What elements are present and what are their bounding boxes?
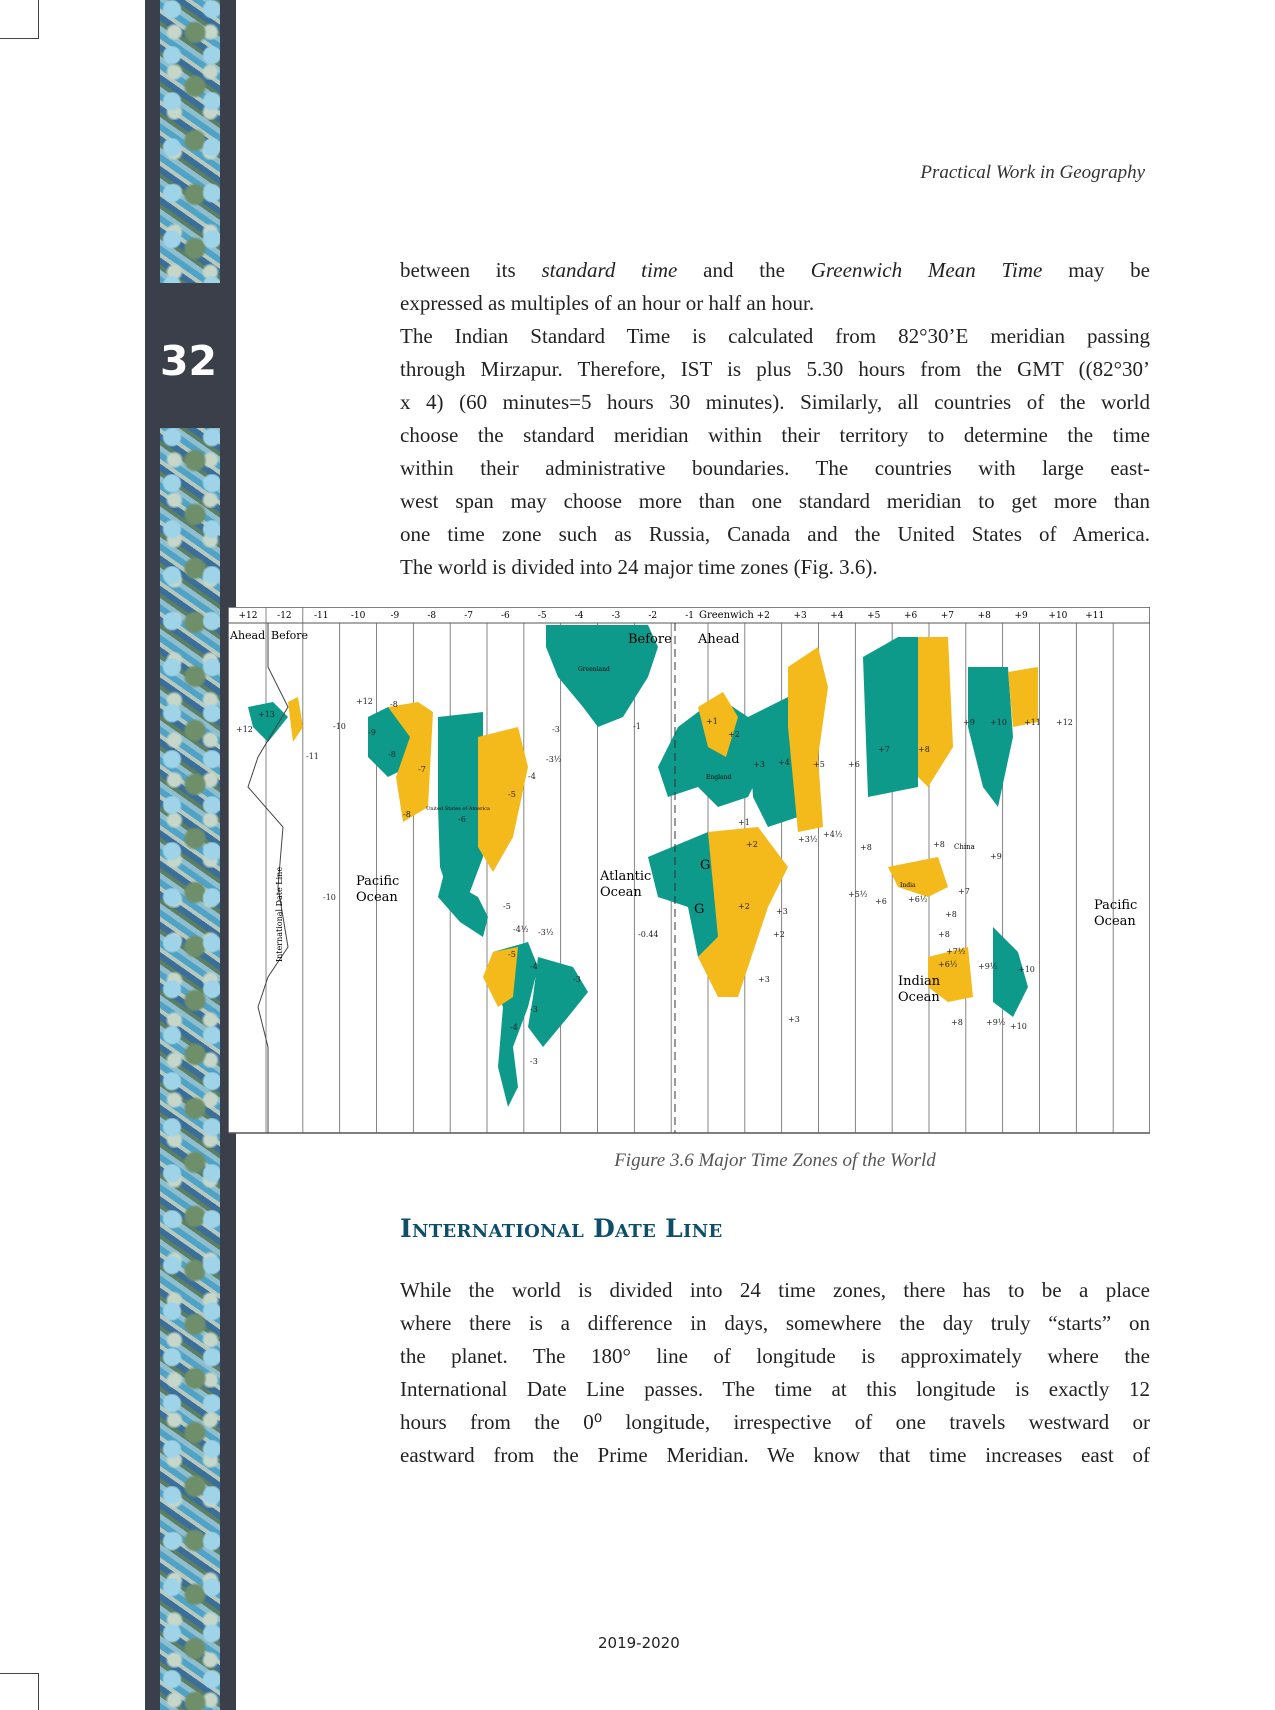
intro-line: expressed as multiples of an hour or half an hour. xyxy=(400,291,815,315)
label-ocean-indian: Ocean xyxy=(898,990,940,1005)
label-date-line: International Date Line xyxy=(275,866,284,962)
zone-header-label: -7 xyxy=(464,611,473,621)
section-line: the planet. The 180° line of longitude is approximately where the xyxy=(400,1344,1150,1368)
zone-header-label: -4 xyxy=(574,611,584,621)
intro-line-0 xyxy=(400,254,1150,287)
zone-offset-label: -10 xyxy=(323,893,336,902)
zone-offset-label: +8 xyxy=(945,910,957,919)
zone-offset-label: -4 xyxy=(528,772,536,781)
zone-offset-label: +2 xyxy=(728,730,740,739)
zone-offset-label: +1 xyxy=(738,818,750,827)
label-g1: G xyxy=(700,858,711,873)
zone-offset-label: -8 xyxy=(403,810,411,819)
zone-header-label: -10 xyxy=(350,611,366,621)
zone-offset-label: +7 xyxy=(878,745,890,754)
zone-offset-label: +6½ xyxy=(938,960,958,969)
intro-line: one time zone such as Russia, Canada and the United States of America. xyxy=(400,522,1150,546)
time-zone-map xyxy=(228,607,1150,1134)
crop-mark-bottom xyxy=(0,1673,39,1710)
zone-offset-label: +2 xyxy=(746,840,758,849)
intro-line: through Mirzapur. Therefore, IST is plus 5.30 hours from the GMT ((82°30’ xyxy=(400,357,1150,381)
zone-offset-label: -7 xyxy=(418,765,426,774)
zone-header-label: -3 xyxy=(611,611,621,621)
section-line: While the world is divided into 24 time zones, there has to be a place xyxy=(400,1278,1150,1302)
zone-offset-label: -9 xyxy=(368,728,376,737)
zone-offset-label: +9½ xyxy=(978,962,998,971)
label-usa: United States of America xyxy=(426,806,490,812)
section-line: eastward from the Prime Meridian. We know that time increases east of xyxy=(400,1443,1150,1467)
zone-header-label: +9 xyxy=(1014,611,1028,621)
section-line: where there is a difference in days, somewhere the day truly “starts” on xyxy=(400,1311,1150,1335)
zone-offset-label: +8 xyxy=(860,843,872,852)
zone-header-label: -11 xyxy=(314,611,329,621)
zone-offset-label: +3 xyxy=(776,907,788,916)
zone-header-label: Greenwich xyxy=(698,610,754,621)
zone-offset-label: +7½ xyxy=(946,947,966,956)
zone-offset-label: -3 xyxy=(573,975,581,984)
zone-header-label: -6 xyxy=(501,611,510,621)
section-paragraph xyxy=(400,1274,1150,1472)
page-number: 32 xyxy=(160,337,218,385)
label-india: India xyxy=(900,882,916,889)
zone-offset-label: +12 xyxy=(356,697,373,706)
zone-offset-label: -3 xyxy=(530,1005,538,1014)
section-heading: International Date Line xyxy=(400,1214,723,1243)
zone-header-label: +4 xyxy=(830,611,844,621)
figure-caption: Figure 3.6 Major Time Zones of the World xyxy=(614,1150,936,1171)
zone-header-label: +8 xyxy=(977,611,991,621)
zone-header-label: -9 xyxy=(390,611,400,621)
label-england: England xyxy=(706,774,732,781)
label-indian: Indian xyxy=(898,974,941,989)
zone-header-label: +2 xyxy=(756,611,770,621)
zone-offset-label: +12 xyxy=(1056,718,1073,727)
zone-header-label: -2 xyxy=(648,611,658,621)
zone-offset-label: +10 xyxy=(990,718,1007,727)
section-line: International Date Line passes. The time at this longitude is exactly 12 xyxy=(400,1377,1150,1401)
zone-offset-label: +1 xyxy=(706,717,718,726)
zone-offset-label: +6 xyxy=(875,897,887,906)
zone-offset-label: +8 xyxy=(951,1018,963,1027)
intro-line: The Indian Standard Time is calculated from 82°30’E meridian passing xyxy=(400,324,1150,348)
zone-offset-label: +7 xyxy=(958,887,970,896)
intro-line: The world is divided into 24 major time zones (Fig. 3.6). xyxy=(400,555,878,579)
zone-offset-label: -5 xyxy=(503,902,511,911)
label-atlantic: Atlantic xyxy=(600,869,652,884)
zone-offset-label: +9 xyxy=(963,718,975,727)
label-greenland: Greenland xyxy=(578,666,610,673)
satellite-strip-bottom xyxy=(160,428,220,1710)
zone-offset-label: +11 xyxy=(1024,718,1041,727)
zone-header-label: +3 xyxy=(793,611,807,621)
zone-offset-label: +5½ xyxy=(848,890,868,899)
label-before-right: Before xyxy=(628,632,672,647)
zone-header-label: -8 xyxy=(427,611,437,621)
zone-header-label: +7 xyxy=(940,611,955,621)
emphasis: standard time xyxy=(541,258,678,282)
zone-offset-label: -0.44 xyxy=(638,930,659,939)
zone-offset-label: +3 xyxy=(753,760,765,769)
label-pacific-west: Pacific xyxy=(356,874,400,889)
zone-offset-label: +13 xyxy=(258,710,275,719)
zone-header-label: +10 xyxy=(1048,611,1068,621)
zone-offset-label: -10 xyxy=(333,722,346,731)
zone-offset-label: +9 xyxy=(990,852,1002,861)
zone-offset-label: +2 xyxy=(738,902,750,911)
zone-offset-label: +3½ xyxy=(798,835,818,844)
label-china: China xyxy=(954,843,975,851)
zone-offset-label: -3 xyxy=(530,1057,538,1066)
zone-offset-label: +4 xyxy=(778,758,790,767)
label-ahead-right: Ahead xyxy=(698,632,740,647)
intro-line: choose the standard meridian within their territory to determine the time xyxy=(400,423,1150,447)
zone-header-label: +5 xyxy=(867,611,881,621)
zone-offset-label: -4½ xyxy=(513,925,529,934)
zone-header-label: +6 xyxy=(903,611,918,621)
intro-line: west span may choose more than one standard meridian to get more than xyxy=(400,489,1150,513)
zone-header-label: -12 xyxy=(277,611,292,621)
zone-offset-label: +10 xyxy=(1018,965,1035,974)
section-line: hours from the 0⁰ longitude, irrespective of one travels westward or xyxy=(400,1410,1150,1434)
zone-offset-label: -5 xyxy=(508,950,516,959)
emphasis: Greenwich Mean Time xyxy=(810,258,1043,282)
zone-header-label: +11 xyxy=(1085,611,1105,621)
label-pacific-east: Pacific xyxy=(1094,898,1138,913)
zone-offset-label: +5 xyxy=(813,760,825,769)
zone-offset-label: -3 xyxy=(552,725,560,734)
zone-offset-label: +6½ xyxy=(908,895,928,904)
zone-offset-label: +2 xyxy=(773,930,785,939)
zone-offset-label: +10 xyxy=(1010,1022,1027,1031)
crop-mark-top xyxy=(0,0,39,39)
russia-teal-b xyxy=(863,637,918,797)
label-ocean-west: Ocean xyxy=(356,890,398,905)
text: and the xyxy=(677,258,811,282)
zone-offset-label: +6 xyxy=(848,760,860,769)
label-before-left: Before xyxy=(271,629,309,642)
running-head: Practical Work in Geography xyxy=(920,162,1145,183)
zone-header-label: -1 xyxy=(685,611,694,621)
zone-offset-label: -4 xyxy=(510,1023,518,1032)
satellite-strip-top xyxy=(160,0,220,283)
zone-header-label: -5 xyxy=(537,611,547,621)
zone-offset-label: +8 xyxy=(918,745,930,754)
text: may be xyxy=(1042,258,1150,282)
zone-offset-label: +4½ xyxy=(823,830,843,839)
text: between its xyxy=(400,258,542,282)
intro-line: x 4) (60 minutes=5 hours 30 minutes). Similarly, all countries of the world xyxy=(400,390,1150,414)
zone-offset-label: -3½ xyxy=(546,755,562,764)
zone-offset-label: -11 xyxy=(306,752,319,761)
zone-offset-label: -5 xyxy=(508,790,516,799)
zone-offset-label: -8 xyxy=(388,750,396,759)
label-ocean-east: Ocean xyxy=(1094,914,1136,929)
intro-line: within their administrative boundaries. The countries with large east- xyxy=(400,456,1150,480)
zone-offset-label: +12 xyxy=(236,725,253,734)
zone-offset-label: -3½ xyxy=(538,928,554,937)
zone-offset-label: +9½ xyxy=(986,1018,1006,1027)
label-g2: G xyxy=(694,902,705,917)
zone-header-label: +12 xyxy=(238,611,258,621)
intro-paragraph xyxy=(400,254,1150,584)
label-ocean-atlantic: Ocean xyxy=(600,885,642,900)
zone-offset-label: -1 xyxy=(633,722,641,731)
zone-offset-label: +3 xyxy=(758,975,770,984)
zone-offset-label: -4 xyxy=(530,962,538,971)
zone-offset-label: -8 xyxy=(390,700,398,709)
page-footer-year: 2019-2020 xyxy=(598,1634,680,1652)
zone-offset-label: +3 xyxy=(788,1015,800,1024)
zone-offset-label: +8 xyxy=(933,840,945,849)
label-ahead-left: Ahead xyxy=(230,629,266,642)
zone-offset-label: +8 xyxy=(938,930,950,939)
zone-offset-label: -6 xyxy=(458,815,466,824)
